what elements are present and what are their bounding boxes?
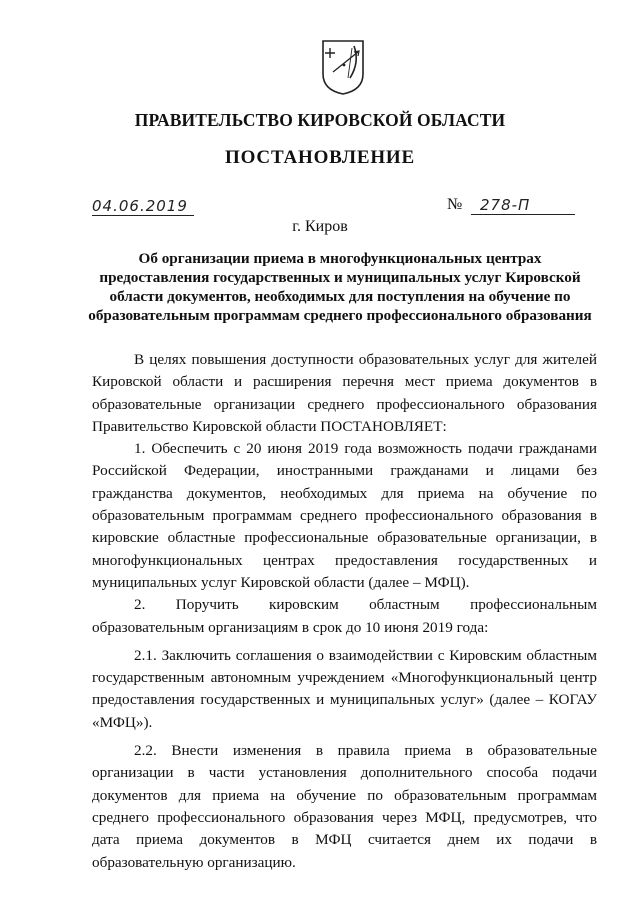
document-date: 04.06.2019	[92, 198, 194, 216]
body-paragraph: 2.2. Внести изменения в правила приема в образовательные организации в части установления дополнительного способа подачи документов для приема на обучение по образовательным программам среднего профессионального образования через МФЦ, предусмотрев, что дата приема документов в МФЦ считается днем их подачи в образовательную организацию.	[92, 742, 597, 871]
body-paragraph: 1. Обеспечить с 20 июня 2019 года возможность подачи гражданами Российской Федерации, иностранными гражданами и лицами без гражданства документов, необходимых для приема на обучение по образовательным программам среднего профессионального образования в кировские областные профессиональные образовательные организации, в многофункциональных центрах предоставления государственных и муниципальных услуг Кировской области (далее – МФЦ).	[92, 440, 597, 591]
subject-line: образовательным программам среднего профессионального образования	[88, 307, 592, 324]
coat-of-arms-icon	[320, 38, 366, 96]
subject-line: области документов, необходимых для поступления на обучение по	[109, 288, 571, 305]
document-number: 278-П	[480, 196, 531, 214]
number-underline	[471, 214, 575, 215]
document-body	[92, 349, 597, 874]
body-paragraph: 2. Поручить кировским областным профессиональным образовательным организациям в срок до 10 июня 2019 года:	[92, 596, 597, 636]
subject-line: Об организации приема в многофункциональных центрах	[138, 250, 542, 267]
body-paragraph: 2.1. Заключить соглашения о взаимодействии с Кировским областным государственным автономным учреждением «Многофункциональный центр предоставления государственных и муниципальных услуг» (далее – КОГАУ «МФЦ»).	[92, 646, 597, 731]
number-sign: №	[447, 196, 463, 213]
document-type: ПОСТАНОВЛЕНИЕ	[225, 147, 415, 168]
subject-line: предоставления государственных и муниципальных услуг Кировской	[99, 269, 581, 286]
city: г. Киров	[292, 218, 348, 235]
body-paragraph: В целях повышения доступности образовательных услуг для жителей Кировской области и расширения перечня мест приема документов в образовательные организации среднего профессионального образования Правительство Кировской области ПОСТАНОВЛЯЕТ:	[92, 351, 597, 435]
document-subject	[80, 249, 600, 325]
government-title: ПРАВИТЕЛЬСТВО КИРОВСКОЙ ОБЛАСТИ	[134, 110, 506, 130]
